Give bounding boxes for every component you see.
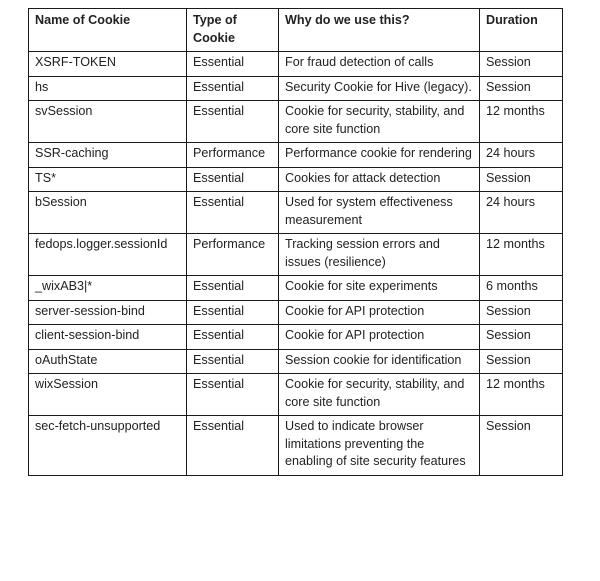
cell-cookie-name: wixSession <box>29 374 187 416</box>
table-row <box>29 416 563 476</box>
cell-cookie-type: Essential <box>187 276 279 301</box>
cell-cookie-name: sec-fetch-unsupported <box>29 416 187 476</box>
header-purpose: Why do we use this? <box>279 9 480 52</box>
cell-cookie-name: bSession <box>29 192 187 234</box>
cell-cookie-type: Essential <box>187 192 279 234</box>
cell-duration: Session <box>480 76 563 101</box>
table-row <box>29 325 563 350</box>
table-row <box>29 300 563 325</box>
table-row <box>29 52 563 77</box>
cell-cookie-type: Essential <box>187 349 279 374</box>
cell-purpose: Cookie for security, stability, and core site function <box>279 374 480 416</box>
cell-cookie-name: SSR-caching <box>29 143 187 168</box>
table-body <box>29 52 563 476</box>
table-row <box>29 101 563 143</box>
cell-purpose: Security Cookie for Hive (legacy). <box>279 76 480 101</box>
cell-duration: 6 months <box>480 276 563 301</box>
header-cookie-type: Type of Cookie <box>187 9 279 52</box>
cell-duration: Session <box>480 167 563 192</box>
cell-cookie-name: client-session-bind <box>29 325 187 350</box>
table-row <box>29 192 563 234</box>
cell-duration: Session <box>480 325 563 350</box>
table-row <box>29 374 563 416</box>
cookie-table-container <box>28 8 563 476</box>
table-row <box>29 276 563 301</box>
cell-duration: 12 months <box>480 234 563 276</box>
cell-cookie-name: hs <box>29 76 187 101</box>
cell-cookie-name: server-session-bind <box>29 300 187 325</box>
cell-cookie-name: XSRF-TOKEN <box>29 52 187 77</box>
cookie-table <box>28 8 563 476</box>
cell-cookie-name: svSession <box>29 101 187 143</box>
cell-duration: Session <box>480 52 563 77</box>
cell-purpose: Used to indicate browser limitations preventing the enabling of site security features <box>279 416 480 476</box>
cell-cookie-name: TS* <box>29 167 187 192</box>
cell-purpose: For fraud detection of calls <box>279 52 480 77</box>
cell-cookie-type: Essential <box>187 101 279 143</box>
cell-purpose: Cookie for API protection <box>279 325 480 350</box>
cell-purpose: Performance cookie for rendering <box>279 143 480 168</box>
cell-purpose: Session cookie for identification <box>279 349 480 374</box>
cell-purpose: Used for system effectiveness measurement <box>279 192 480 234</box>
cell-duration: 24 hours <box>480 192 563 234</box>
cell-cookie-name: oAuthState <box>29 349 187 374</box>
cell-cookie-name: fedops.logger.sessionId <box>29 234 187 276</box>
cell-cookie-name: _wixAB3|* <box>29 276 187 301</box>
cell-duration: Session <box>480 300 563 325</box>
cell-purpose: Cookies for attack detection <box>279 167 480 192</box>
cell-cookie-type: Essential <box>187 325 279 350</box>
table-row <box>29 349 563 374</box>
cell-cookie-type: Performance <box>187 234 279 276</box>
table-row <box>29 167 563 192</box>
cell-cookie-type: Essential <box>187 374 279 416</box>
cell-cookie-type: Essential <box>187 300 279 325</box>
cell-purpose: Tracking session errors and issues (resilience) <box>279 234 480 276</box>
cell-cookie-type: Essential <box>187 52 279 77</box>
cell-cookie-type: Performance <box>187 143 279 168</box>
cell-purpose: Cookie for site experiments <box>279 276 480 301</box>
table-header <box>29 9 563 52</box>
cell-duration: Session <box>480 416 563 476</box>
header-cookie-name: Name of Cookie <box>29 9 187 52</box>
cell-purpose: Cookie for API protection <box>279 300 480 325</box>
table-row <box>29 76 563 101</box>
cell-cookie-type: Essential <box>187 76 279 101</box>
cell-duration: 12 months <box>480 101 563 143</box>
table-row <box>29 143 563 168</box>
cell-cookie-type: Essential <box>187 416 279 476</box>
cell-duration: 24 hours <box>480 143 563 168</box>
cell-duration: Session <box>480 349 563 374</box>
header-row <box>29 9 563 52</box>
header-duration: Duration <box>480 9 563 52</box>
cell-cookie-type: Essential <box>187 167 279 192</box>
table-row <box>29 234 563 276</box>
cell-purpose: Cookie for security, stability, and core site function <box>279 101 480 143</box>
cell-duration: 12 months <box>480 374 563 416</box>
